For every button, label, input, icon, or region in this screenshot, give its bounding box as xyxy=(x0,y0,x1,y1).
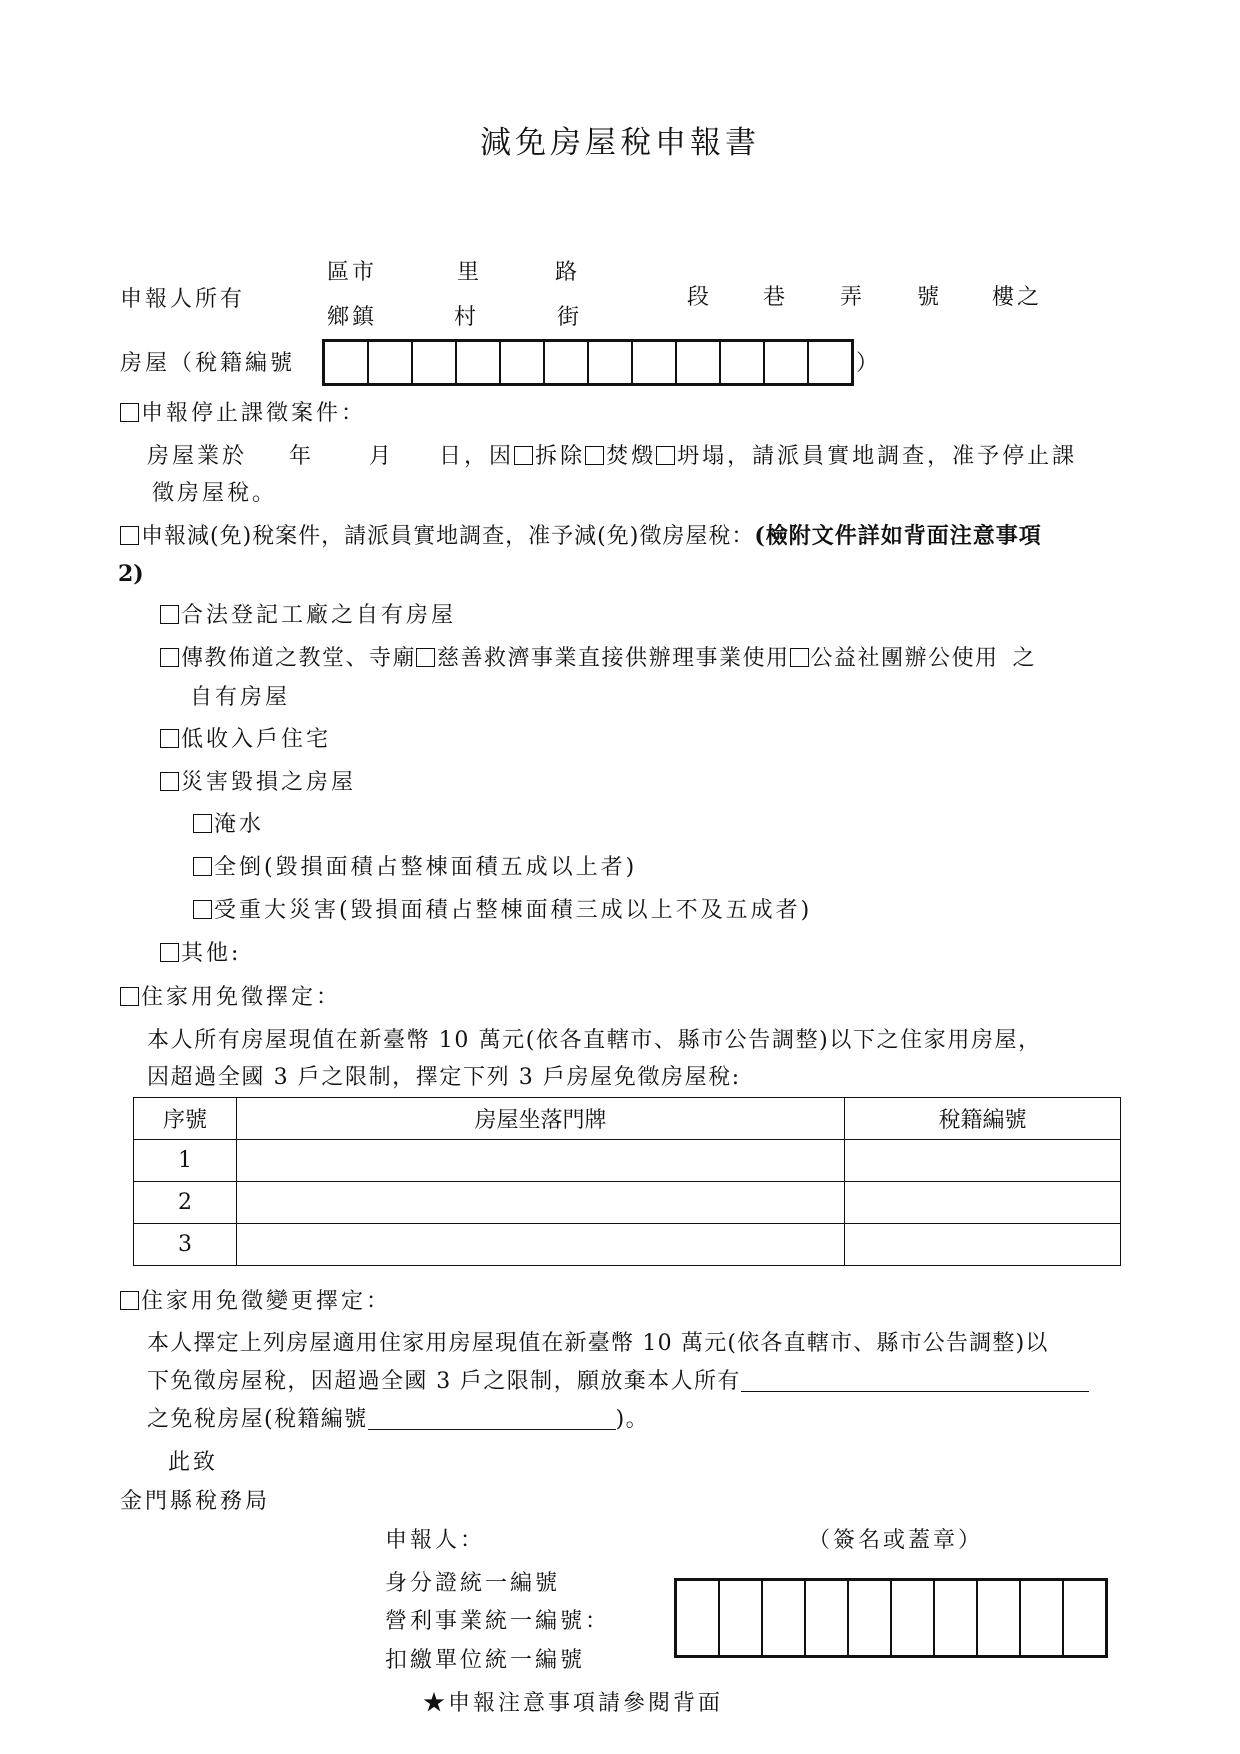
tax-id-digit[interactable] xyxy=(721,342,765,383)
table-row xyxy=(134,1140,1121,1182)
disaster-label: 災害毀損之房屋 xyxy=(181,770,357,795)
addr-lane: 巷 xyxy=(763,285,786,310)
row-address-cell[interactable] xyxy=(237,1182,845,1224)
addr-village-top: 里 xyxy=(457,260,483,285)
factory-label: 合法登記工廠之自有房屋 xyxy=(181,603,457,628)
addr-road-top: 路 xyxy=(555,260,581,285)
other-checkbox[interactable] xyxy=(160,943,179,962)
lowincome-item xyxy=(160,729,331,751)
withholding-number-label: 扣繳單位統一編號 xyxy=(385,1648,586,1673)
id-digit[interactable] xyxy=(935,1581,978,1655)
header-address: 房屋坐落門牌 xyxy=(237,1098,845,1140)
change-line-2-text: 下免徵房屋稅，因超過全國 3 戶之限制，願放棄本人所有 xyxy=(147,1369,741,1394)
row-serial: 1 xyxy=(134,1140,237,1182)
major-disaster-item xyxy=(193,900,812,922)
major-disaster-label: 受重大災害(毀損面積占整棟面積三成以上不及五成者) xyxy=(214,898,813,923)
house-tax-id-close: ） xyxy=(856,351,879,376)
addr-section: 段 xyxy=(687,285,710,310)
id-number-boxes[interactable] xyxy=(674,1578,1108,1658)
reduce-section xyxy=(120,525,1042,548)
stop-line-1 xyxy=(147,446,1077,468)
stop-year-label: 年 xyxy=(289,444,315,469)
public-checkbox[interactable] xyxy=(790,648,809,667)
change-heading: 住家用免徵變更擇定： xyxy=(141,1289,392,1314)
lowincome-checkbox[interactable] xyxy=(160,729,179,748)
forfeit-house-field[interactable] xyxy=(741,1371,1089,1392)
own-house-label: 自有房屋 xyxy=(190,685,291,710)
reduce-heading: 申報減(免)稅案件，請派員實地調查，准予減(免)徵房屋稅： xyxy=(141,524,755,549)
forfeit-tax-id-field[interactable] xyxy=(368,1409,616,1430)
addr-number: 號 xyxy=(917,285,940,310)
reduce-note: (檢附文件詳如背面注意事項 xyxy=(754,523,1042,549)
change-line-3 xyxy=(147,1409,649,1431)
charity-checkbox[interactable] xyxy=(416,648,435,667)
collapse-checkbox[interactable] xyxy=(656,446,675,465)
total-collapse-item xyxy=(193,857,637,879)
stop-day-label: 日，因 xyxy=(439,444,515,469)
charity-label: 慈善救濟事業直接供辦理事業使用 xyxy=(437,646,790,671)
tax-id-digit[interactable] xyxy=(677,342,721,383)
addr-district-top: 區市 xyxy=(327,260,378,285)
business-number-label: 營利事業統一編號： xyxy=(385,1609,611,1634)
church-checkbox[interactable] xyxy=(160,648,179,667)
row-tax-id-cell[interactable] xyxy=(845,1182,1121,1224)
residential-line-1: 本人所有房屋現值在新臺幣 10 萬元(依各直轄市、縣市公告調整)以下之住家用房屋， xyxy=(147,1028,1042,1053)
stop-date-prefix: 房屋業於 xyxy=(147,444,248,469)
change-checkbox[interactable] xyxy=(120,1291,139,1310)
row-serial: 3 xyxy=(134,1224,237,1266)
row-tax-id-cell[interactable] xyxy=(845,1224,1121,1266)
addr-village-bottom: 村 xyxy=(454,305,480,330)
disaster-item xyxy=(160,772,356,794)
id-digit[interactable] xyxy=(763,1581,806,1655)
applicant-label: 申報人： xyxy=(385,1528,486,1553)
disaster-checkbox[interactable] xyxy=(160,772,179,791)
flood-checkbox[interactable] xyxy=(193,814,212,833)
id-digit[interactable] xyxy=(892,1581,935,1655)
change-line-3-text: 之免稅房屋(稅籍編號 xyxy=(147,1407,368,1432)
change-section xyxy=(120,1291,391,1313)
id-digit[interactable] xyxy=(849,1581,892,1655)
row-tax-id-cell[interactable] xyxy=(845,1140,1121,1182)
change-line-1: 本人擇定上列房屋適用住家用房屋現值在新臺幣 10 萬元(依各直轄市、縣市公告調整)以 xyxy=(147,1331,1049,1356)
demolish-label: 拆除 xyxy=(535,444,586,469)
change-line-2 xyxy=(147,1371,1089,1393)
residential-section xyxy=(120,987,341,1009)
tax-id-digit[interactable] xyxy=(501,342,545,383)
reduce-note-cont: 2) xyxy=(118,561,144,587)
tax-id-digit[interactable] xyxy=(413,342,457,383)
tax-id-digit[interactable] xyxy=(325,342,369,383)
lowincome-label: 低收入戶住宅 xyxy=(181,727,332,752)
factory-item xyxy=(160,605,456,627)
stop-month-label: 月 xyxy=(369,444,395,469)
header-serial: 序號 xyxy=(134,1098,237,1140)
burn-checkbox[interactable] xyxy=(585,446,604,465)
row-serial: 2 xyxy=(134,1182,237,1224)
total-collapse-checkbox[interactable] xyxy=(193,857,212,876)
tax-id-digit[interactable] xyxy=(633,342,677,383)
id-digit[interactable] xyxy=(978,1581,1021,1655)
change-line-3-close: )。 xyxy=(615,1407,649,1432)
stop-heading: 申報停止課徵案件： xyxy=(141,401,367,426)
table-row xyxy=(134,1182,1121,1224)
signature-label: （簽名或蓋章） xyxy=(808,1528,984,1553)
other-item xyxy=(160,943,241,965)
table-row xyxy=(134,1224,1121,1266)
stop-checkbox[interactable] xyxy=(120,403,139,422)
footer-note: ★申報注意事項請參閱背面 xyxy=(423,1691,724,1716)
id-digit[interactable] xyxy=(720,1581,763,1655)
id-number-label: 身分證統一編號 xyxy=(385,1571,561,1596)
id-digit[interactable] xyxy=(1064,1581,1105,1655)
residential-checkbox[interactable] xyxy=(120,987,139,1006)
tax-id-digit[interactable] xyxy=(809,342,851,383)
factory-checkbox[interactable] xyxy=(160,605,179,624)
addr-district-bottom: 鄉鎮 xyxy=(327,305,378,330)
tax-id-digit[interactable] xyxy=(369,342,413,383)
other-label: 其他: xyxy=(181,941,242,966)
salutation: 此致 xyxy=(168,1450,219,1475)
total-collapse-label: 全倒(毀損面積占整棟面積五成以上者) xyxy=(214,855,638,880)
public-label: 公益社團辦公使用 xyxy=(810,646,999,671)
addr-road-bottom: 街 xyxy=(557,305,583,330)
residential-heading: 住家用免徵擇定： xyxy=(141,985,342,1010)
selection-table xyxy=(133,1097,1121,1266)
stop-line-2: 徵房屋稅。 xyxy=(152,481,278,506)
demolish-checkbox[interactable] xyxy=(514,446,533,465)
tax-id-digit[interactable] xyxy=(545,342,589,383)
residential-line-2: 因超過全國 3 戶之限制，擇定下列 3 戶房屋免徵房屋稅: xyxy=(147,1065,741,1090)
church-label: 傳教佈道之教堂、寺廟 xyxy=(181,646,417,671)
major-disaster-checkbox[interactable] xyxy=(193,900,212,919)
religious-item xyxy=(160,648,1036,670)
row-address-cell[interactable] xyxy=(237,1140,845,1182)
stop-section xyxy=(120,403,366,425)
header-tax-id: 稅籍編號 xyxy=(845,1098,1121,1140)
row-address-cell[interactable] xyxy=(237,1224,845,1266)
tax-id-digit[interactable] xyxy=(457,342,501,383)
tax-office: 金門縣稅務局 xyxy=(120,1489,271,1514)
table-header-row xyxy=(134,1098,1121,1140)
reduce-checkbox[interactable] xyxy=(120,526,139,545)
flood-label: 淹水 xyxy=(214,812,265,837)
of-label: 之 xyxy=(1012,646,1037,671)
tax-id-digit[interactable] xyxy=(589,342,633,383)
flood-item xyxy=(193,814,264,836)
house-tax-id-label: 房屋（稅籍編號 xyxy=(120,351,296,376)
id-digit[interactable] xyxy=(806,1581,849,1655)
addr-alley: 弄 xyxy=(840,285,863,310)
tax-id-digit[interactable] xyxy=(765,342,809,383)
stop-line-1-tail: ，請派員實地調查，准予停止課 xyxy=(727,444,1078,469)
burn-label: 焚燬 xyxy=(606,444,657,469)
tax-id-boxes[interactable] xyxy=(322,339,854,386)
collapse-label: 坍塌 xyxy=(677,444,728,469)
id-digit[interactable] xyxy=(677,1581,720,1655)
id-digit[interactable] xyxy=(1021,1581,1064,1655)
page-title: 減免房屋稅申報書 xyxy=(480,125,760,161)
owner-label: 申報人所有 xyxy=(120,287,246,312)
addr-floor: 樓之 xyxy=(992,285,1043,310)
